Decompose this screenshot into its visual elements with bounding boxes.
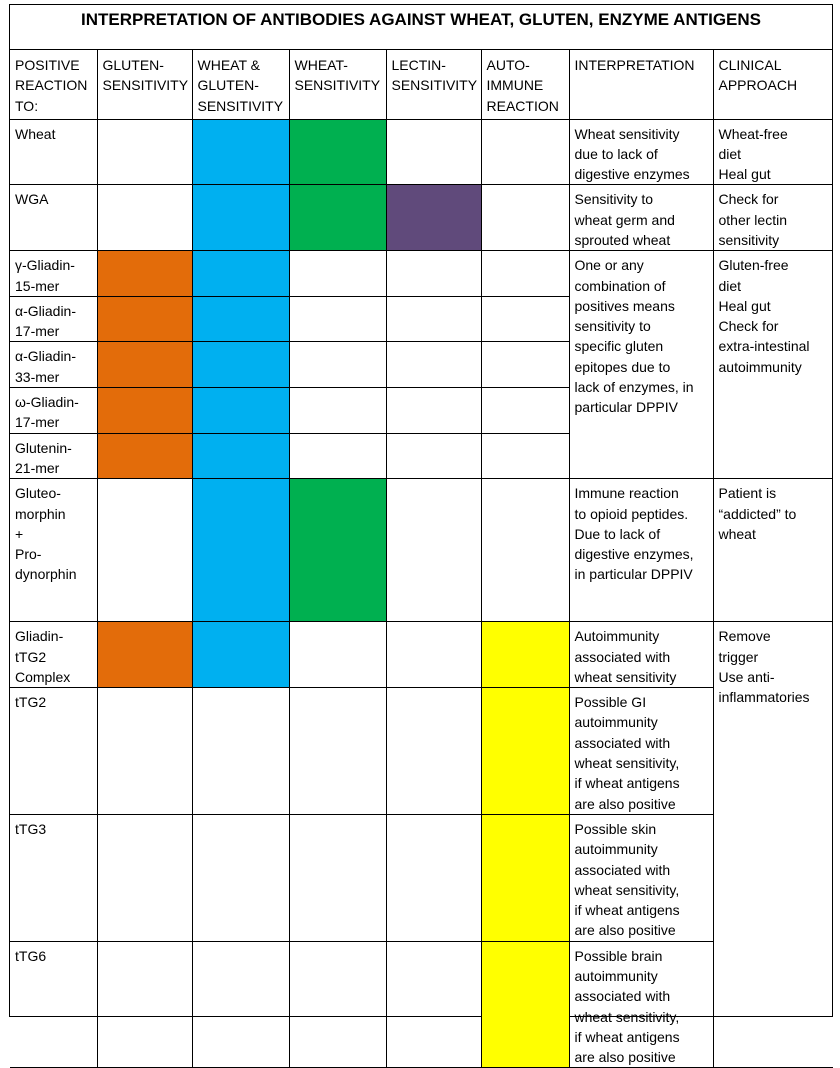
interpretation-text: Possible brain autoimmunity associated with wheat sensitivity, if wheat antigens are also positive xyxy=(569,941,713,1068)
cell-lectin xyxy=(386,251,481,297)
header-autoimmune-reaction: AUTO- IMMUNE REACTION xyxy=(481,49,569,119)
interpretation-table xyxy=(10,49,833,1068)
cell-autoimmune xyxy=(481,119,569,185)
cell-wheat-gluten-positive xyxy=(192,342,289,388)
row-label: γ-Gliadin- 15-mer xyxy=(10,251,97,297)
header-row xyxy=(10,49,833,119)
header-clinical-approach: CLINICAL APPROACH xyxy=(713,49,833,119)
cell-wheat-gluten-positive xyxy=(192,119,289,185)
cell-wheat xyxy=(289,941,386,1068)
cell-autoimmune xyxy=(481,388,569,434)
cell-lectin xyxy=(386,814,481,941)
cell-wheat-gluten-positive xyxy=(192,185,289,251)
table-row xyxy=(10,479,833,622)
cell-lectin xyxy=(386,296,481,342)
cell-gluten xyxy=(97,688,192,815)
cell-wheat-gluten xyxy=(192,941,289,1068)
table-row xyxy=(10,941,833,1068)
cell-autoimmune xyxy=(481,433,569,479)
cell-lectin xyxy=(386,479,481,622)
header-interpretation: INTERPRETATION xyxy=(569,49,713,119)
cell-lectin xyxy=(386,388,481,434)
header-gluten-sensitivity: GLUTEN- SENSITIVITY xyxy=(97,49,192,119)
cell-gluten-positive xyxy=(97,251,192,297)
cell-gluten-positive xyxy=(97,296,192,342)
cell-wheat-positive xyxy=(289,119,386,185)
cell-wheat-gluten xyxy=(192,814,289,941)
cell-wheat xyxy=(289,688,386,815)
cell-wheat-gluten xyxy=(192,688,289,815)
header-wheat-sensitivity: WHEAT- SENSITIVITY xyxy=(289,49,386,119)
cell-gluten xyxy=(97,941,192,1068)
header-wheat-gluten-sensitivity: WHEAT & GLUTEN- SENSITIVITY xyxy=(192,49,289,119)
cell-gluten xyxy=(97,479,192,622)
cell-wheat-gluten-positive xyxy=(192,251,289,297)
cell-gluten-positive xyxy=(97,622,192,688)
cell-lectin xyxy=(386,941,481,1068)
table-row xyxy=(10,622,833,688)
cell-wheat xyxy=(289,814,386,941)
row-label: α-Gliadin- 33-mer xyxy=(10,342,97,388)
cell-autoimmune-positive xyxy=(481,688,569,815)
table-row xyxy=(10,251,833,297)
cell-lectin-positive xyxy=(386,185,481,251)
cell-wheat xyxy=(289,296,386,342)
antibody-interpretation-sheet xyxy=(9,4,833,1066)
interpretation-text: Autoimmunity associated with wheat sensitivity xyxy=(569,622,713,688)
clinical-approach-text: Remove trigger Use anti- inflammatories xyxy=(713,622,833,1068)
cell-wheat-gluten-positive xyxy=(192,388,289,434)
cell-lectin xyxy=(386,342,481,388)
row-label: ω-Gliadin- 17-mer xyxy=(10,388,97,434)
interpretation-text: Possible GI autoimmunity associated with wheat sensitivity, if wheat antigens are also positive xyxy=(569,688,713,815)
row-label: WGA xyxy=(10,185,97,251)
cell-autoimmune xyxy=(481,185,569,251)
interpretation-text: One or any combination of positives means sensitivity to specific gluten epitopes due to lack of enzymes, in particular DPPIV xyxy=(569,251,713,479)
row-label: tTG3 xyxy=(10,814,97,941)
cell-wheat xyxy=(289,433,386,479)
cell-gluten-positive xyxy=(97,388,192,434)
cell-autoimmune-positive xyxy=(481,814,569,941)
row-label: α-Gliadin- 17-mer xyxy=(10,296,97,342)
cell-lectin xyxy=(386,433,481,479)
cell-wheat-gluten-positive xyxy=(192,479,289,622)
header-lectin-sensitivity: LECTIN- SENSITIVITY xyxy=(386,49,481,119)
cell-wheat-positive xyxy=(289,185,386,251)
cell-autoimmune xyxy=(481,251,569,297)
table-row xyxy=(10,814,833,941)
cell-autoimmune xyxy=(481,342,569,388)
cell-autoimmune-positive xyxy=(481,622,569,688)
cell-lectin xyxy=(386,688,481,815)
row-label: Wheat xyxy=(10,119,97,185)
cell-lectin xyxy=(386,119,481,185)
cell-wheat xyxy=(289,342,386,388)
clinical-approach-text: Check for other lectin sensitivity xyxy=(713,185,833,251)
cell-wheat-gluten-positive xyxy=(192,433,289,479)
header-reaction: POSITIVE REACTION TO: xyxy=(10,49,97,119)
cell-gluten-positive xyxy=(97,342,192,388)
cell-wheat-positive xyxy=(289,479,386,622)
table-row xyxy=(10,119,833,185)
row-label: Glutenin- 21-mer xyxy=(10,433,97,479)
interpretation-text: Immune reaction to opioid peptides. Due to lack of digestive enzymes, in particular DPPIV xyxy=(569,479,713,622)
cell-autoimmune xyxy=(481,479,569,622)
row-label: tTG6 xyxy=(10,941,97,1068)
clinical-approach-text: Gluten-free diet Heal gut Check for extra-intestinal autoimmunity xyxy=(713,251,833,479)
interpretation-text: Wheat sensitivity due to lack of digestive enzymes xyxy=(569,119,713,185)
cell-gluten xyxy=(97,119,192,185)
cell-wheat xyxy=(289,622,386,688)
row-label: Gluteo- morphin + Pro- dynorphin xyxy=(10,479,97,622)
interpretation-text: Sensitivity to wheat germ and sprouted wheat xyxy=(569,185,713,251)
cell-wheat-gluten-positive xyxy=(192,622,289,688)
cell-gluten xyxy=(97,814,192,941)
table-row xyxy=(10,185,833,251)
cell-gluten xyxy=(97,185,192,251)
row-label: Gliadin- tTG2 Complex xyxy=(10,622,97,688)
cell-autoimmune-positive xyxy=(481,941,569,1068)
row-label: tTG2 xyxy=(10,688,97,815)
cell-wheat xyxy=(289,388,386,434)
cell-wheat-gluten-positive xyxy=(192,296,289,342)
cell-lectin xyxy=(386,622,481,688)
cell-gluten-positive xyxy=(97,433,192,479)
page-title: INTERPRETATION OF ANTIBODIES AGAINST WHEAT, GLUTEN, ENZYME ANTIGENS xyxy=(10,5,832,50)
clinical-approach-text: Patient is “addicted” to wheat xyxy=(713,479,833,622)
cell-autoimmune xyxy=(481,296,569,342)
table-row xyxy=(10,688,833,815)
interpretation-text: Possible skin autoimmunity associated with wheat sensitivity, if wheat antigens are also positive xyxy=(569,814,713,941)
cell-wheat xyxy=(289,251,386,297)
clinical-approach-text: Wheat-free diet Heal gut xyxy=(713,119,833,185)
